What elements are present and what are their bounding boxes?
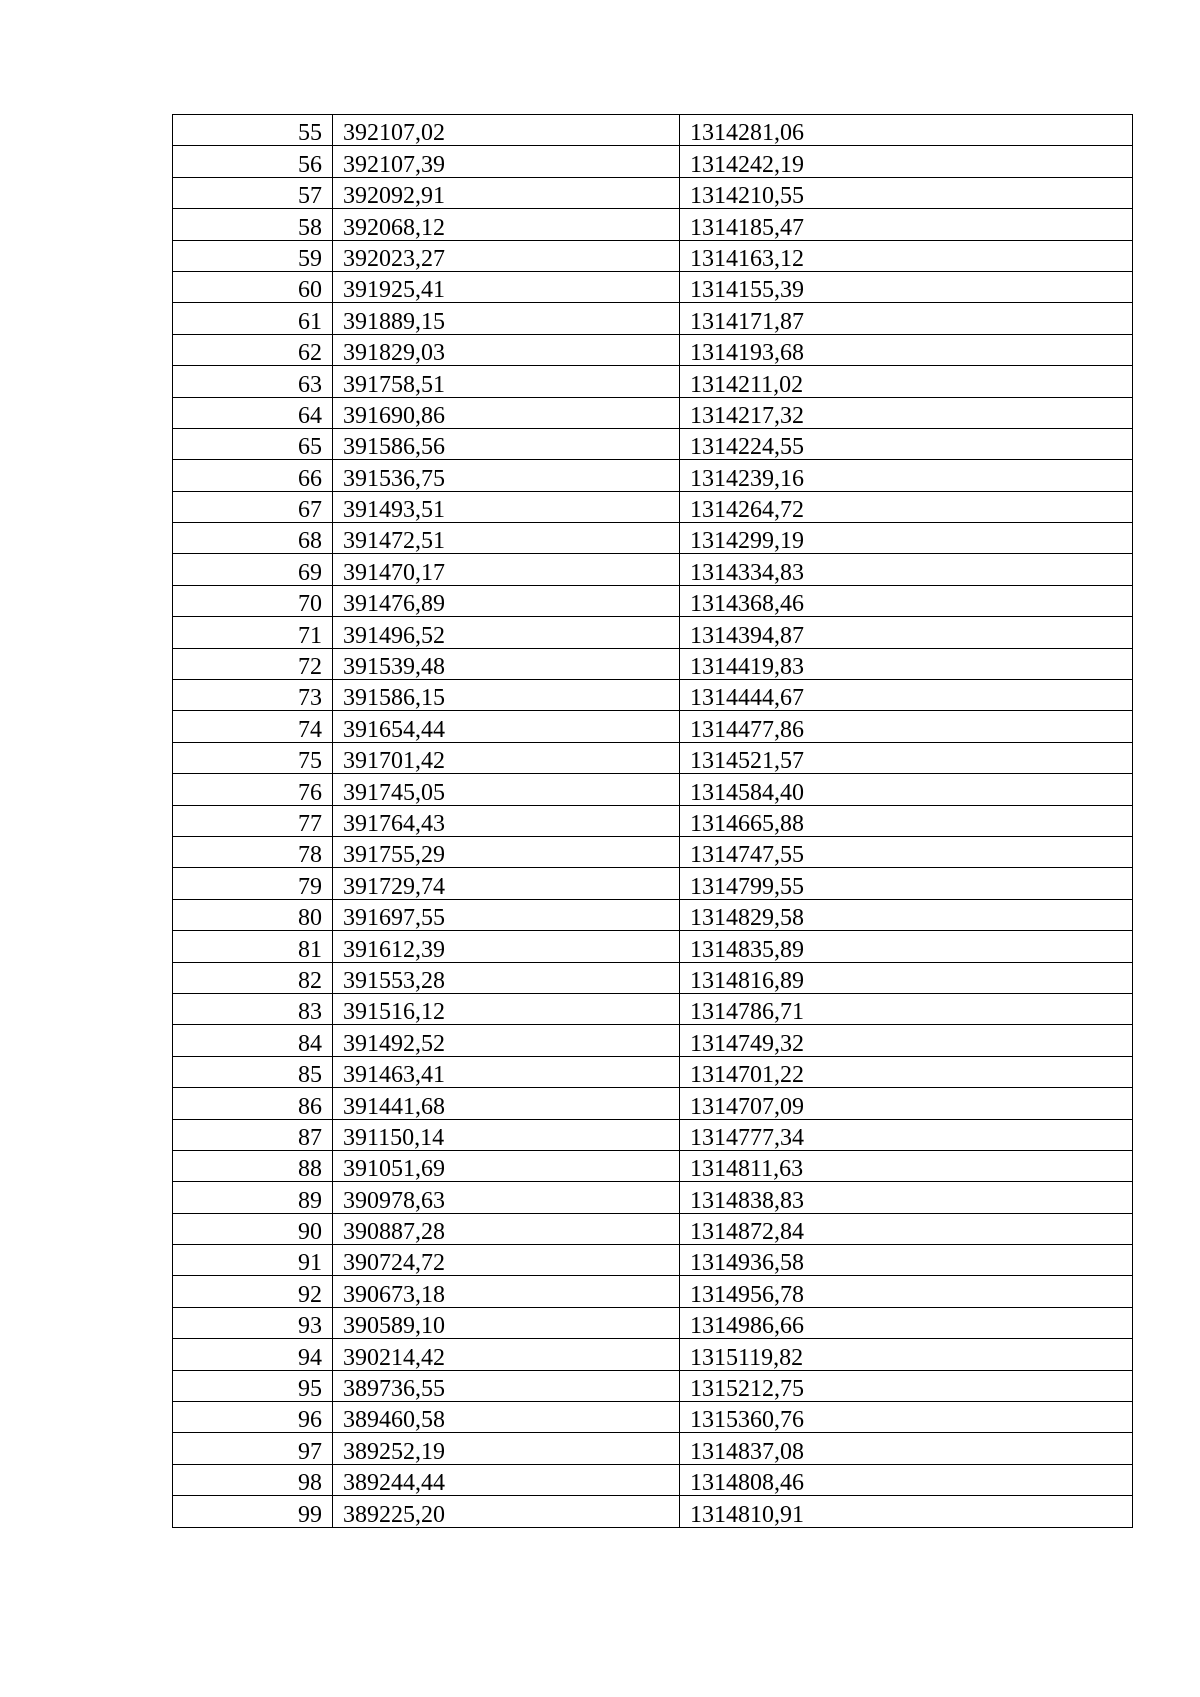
x-coordinate-cell: 391889,15 (333, 303, 680, 334)
y-coordinate-cell: 1314838,83 (680, 1182, 1133, 1213)
point-number-cell: 83 (173, 993, 333, 1024)
table-row (173, 711, 1133, 742)
y-coordinate-cell: 1314155,39 (680, 271, 1133, 302)
table-row (173, 1370, 1133, 1401)
table-row (173, 366, 1133, 397)
x-coordinate-cell: 392068,12 (333, 209, 680, 240)
point-number-cell: 86 (173, 1088, 333, 1119)
point-number-cell: 88 (173, 1150, 333, 1181)
x-coordinate-cell: 391654,44 (333, 711, 680, 742)
y-coordinate-cell: 1314701,22 (680, 1056, 1133, 1087)
point-number-cell: 81 (173, 931, 333, 962)
table-row (173, 491, 1133, 522)
point-number-cell: 65 (173, 428, 333, 459)
y-coordinate-cell: 1314239,16 (680, 460, 1133, 491)
x-coordinate-cell: 391493,51 (333, 491, 680, 522)
x-coordinate-cell: 391472,51 (333, 523, 680, 554)
y-coordinate-cell: 1314936,58 (680, 1245, 1133, 1276)
point-number-cell: 85 (173, 1056, 333, 1087)
point-number-cell: 56 (173, 146, 333, 177)
table-row (173, 868, 1133, 899)
point-number-cell: 94 (173, 1339, 333, 1370)
y-coordinate-cell: 1314211,02 (680, 366, 1133, 397)
table-row (173, 240, 1133, 271)
point-number-cell: 58 (173, 209, 333, 240)
table-row (173, 1339, 1133, 1370)
point-number-cell: 55 (173, 115, 333, 146)
y-coordinate-cell: 1314477,86 (680, 711, 1133, 742)
table-row (173, 1433, 1133, 1464)
y-coordinate-cell: 1314299,19 (680, 523, 1133, 554)
x-coordinate-cell: 391492,52 (333, 1025, 680, 1056)
point-number-cell: 59 (173, 240, 333, 271)
point-number-cell: 69 (173, 554, 333, 585)
x-coordinate-cell: 389736,55 (333, 1370, 680, 1401)
point-number-cell: 82 (173, 962, 333, 993)
table-row (173, 993, 1133, 1024)
y-coordinate-cell: 1314584,40 (680, 774, 1133, 805)
y-coordinate-cell: 1314242,19 (680, 146, 1133, 177)
y-coordinate-cell: 1314224,55 (680, 428, 1133, 459)
y-coordinate-cell: 1314444,67 (680, 680, 1133, 711)
y-coordinate-cell: 1314811,63 (680, 1150, 1133, 1181)
x-coordinate-cell: 391586,15 (333, 680, 680, 711)
x-coordinate-cell: 391758,51 (333, 366, 680, 397)
point-number-cell: 89 (173, 1182, 333, 1213)
y-coordinate-cell: 1315360,76 (680, 1402, 1133, 1433)
x-coordinate-cell: 391586,56 (333, 428, 680, 459)
x-coordinate-cell: 391729,74 (333, 868, 680, 899)
table-row (173, 1402, 1133, 1433)
point-number-cell: 79 (173, 868, 333, 899)
table-row (173, 931, 1133, 962)
point-number-cell: 98 (173, 1464, 333, 1495)
table-row (173, 648, 1133, 679)
table-row (173, 334, 1133, 365)
x-coordinate-cell: 391701,42 (333, 742, 680, 773)
x-coordinate-cell: 390978,63 (333, 1182, 680, 1213)
table-row (173, 271, 1133, 302)
point-number-cell: 64 (173, 397, 333, 428)
x-coordinate-cell: 391051,69 (333, 1150, 680, 1181)
y-coordinate-cell: 1314777,34 (680, 1119, 1133, 1150)
x-coordinate-cell: 391536,75 (333, 460, 680, 491)
x-coordinate-cell: 391829,03 (333, 334, 680, 365)
table-row (173, 1056, 1133, 1087)
table-row (173, 177, 1133, 208)
table-row (173, 554, 1133, 585)
table-row (173, 962, 1133, 993)
coordinates-table (172, 114, 1133, 1528)
y-coordinate-cell: 1314835,89 (680, 931, 1133, 962)
table-row (173, 1025, 1133, 1056)
table-row (173, 805, 1133, 836)
y-coordinate-cell: 1314368,46 (680, 585, 1133, 616)
table-row (173, 115, 1133, 146)
point-number-cell: 73 (173, 680, 333, 711)
y-coordinate-cell: 1314872,84 (680, 1213, 1133, 1244)
y-coordinate-cell: 1315212,75 (680, 1370, 1133, 1401)
x-coordinate-cell: 391612,39 (333, 931, 680, 962)
point-number-cell: 61 (173, 303, 333, 334)
table-row (173, 774, 1133, 805)
coordinates-table-body (173, 115, 1133, 1528)
point-number-cell: 78 (173, 836, 333, 867)
table-row (173, 1496, 1133, 1527)
y-coordinate-cell: 1315119,82 (680, 1339, 1133, 1370)
x-coordinate-cell: 391539,48 (333, 648, 680, 679)
y-coordinate-cell: 1314799,55 (680, 868, 1133, 899)
x-coordinate-cell: 391755,29 (333, 836, 680, 867)
point-number-cell: 99 (173, 1496, 333, 1527)
x-coordinate-cell: 391764,43 (333, 805, 680, 836)
table-row (173, 742, 1133, 773)
x-coordinate-cell: 391150,14 (333, 1119, 680, 1150)
point-number-cell: 74 (173, 711, 333, 742)
y-coordinate-cell: 1314837,08 (680, 1433, 1133, 1464)
point-number-cell: 70 (173, 585, 333, 616)
y-coordinate-cell: 1314217,32 (680, 397, 1133, 428)
x-coordinate-cell: 391697,55 (333, 899, 680, 930)
table-row (173, 397, 1133, 428)
point-number-cell: 76 (173, 774, 333, 805)
table-row (173, 1088, 1133, 1119)
y-coordinate-cell: 1314956,78 (680, 1276, 1133, 1307)
y-coordinate-cell: 1314808,46 (680, 1464, 1133, 1495)
point-number-cell: 91 (173, 1245, 333, 1276)
point-number-cell: 77 (173, 805, 333, 836)
y-coordinate-cell: 1314419,83 (680, 648, 1133, 679)
x-coordinate-cell: 390887,28 (333, 1213, 680, 1244)
point-number-cell: 87 (173, 1119, 333, 1150)
table-row (173, 899, 1133, 930)
x-coordinate-cell: 391745,05 (333, 774, 680, 805)
y-coordinate-cell: 1314264,72 (680, 491, 1133, 522)
point-number-cell: 96 (173, 1402, 333, 1433)
table-row (173, 460, 1133, 491)
point-number-cell: 67 (173, 491, 333, 522)
y-coordinate-cell: 1314747,55 (680, 836, 1133, 867)
point-number-cell: 90 (173, 1213, 333, 1244)
table-row (173, 1150, 1133, 1181)
table-row (173, 523, 1133, 554)
table-row (173, 146, 1133, 177)
y-coordinate-cell: 1314749,32 (680, 1025, 1133, 1056)
x-coordinate-cell: 389244,44 (333, 1464, 680, 1495)
y-coordinate-cell: 1314829,58 (680, 899, 1133, 930)
y-coordinate-cell: 1314163,12 (680, 240, 1133, 271)
table-row (173, 1276, 1133, 1307)
x-coordinate-cell: 390214,42 (333, 1339, 680, 1370)
table-row (173, 1182, 1133, 1213)
x-coordinate-cell: 391690,86 (333, 397, 680, 428)
point-number-cell: 75 (173, 742, 333, 773)
point-number-cell: 57 (173, 177, 333, 208)
point-number-cell: 95 (173, 1370, 333, 1401)
x-coordinate-cell: 392107,39 (333, 146, 680, 177)
y-coordinate-cell: 1314193,68 (680, 334, 1133, 365)
x-coordinate-cell: 389252,19 (333, 1433, 680, 1464)
y-coordinate-cell: 1314521,57 (680, 742, 1133, 773)
x-coordinate-cell: 389225,20 (333, 1496, 680, 1527)
x-coordinate-cell: 391476,89 (333, 585, 680, 616)
x-coordinate-cell: 391496,52 (333, 617, 680, 648)
point-number-cell: 80 (173, 899, 333, 930)
table-row (173, 585, 1133, 616)
point-number-cell: 60 (173, 271, 333, 302)
point-number-cell: 68 (173, 523, 333, 554)
point-number-cell: 66 (173, 460, 333, 491)
x-coordinate-cell: 390673,18 (333, 1276, 680, 1307)
x-coordinate-cell: 391516,12 (333, 993, 680, 1024)
y-coordinate-cell: 1314786,71 (680, 993, 1133, 1024)
point-number-cell: 62 (173, 334, 333, 365)
y-coordinate-cell: 1314171,87 (680, 303, 1133, 334)
table-row (173, 1119, 1133, 1150)
table-row (173, 836, 1133, 867)
point-number-cell: 93 (173, 1307, 333, 1338)
x-coordinate-cell: 391441,68 (333, 1088, 680, 1119)
y-coordinate-cell: 1314810,91 (680, 1496, 1133, 1527)
table-row (173, 428, 1133, 459)
point-number-cell: 97 (173, 1433, 333, 1464)
y-coordinate-cell: 1314210,55 (680, 177, 1133, 208)
x-coordinate-cell: 392107,02 (333, 115, 680, 146)
y-coordinate-cell: 1314334,83 (680, 554, 1133, 585)
x-coordinate-cell: 391553,28 (333, 962, 680, 993)
point-number-cell: 84 (173, 1025, 333, 1056)
y-coordinate-cell: 1314394,87 (680, 617, 1133, 648)
x-coordinate-cell: 392023,27 (333, 240, 680, 271)
x-coordinate-cell: 391925,41 (333, 271, 680, 302)
x-coordinate-cell: 391463,41 (333, 1056, 680, 1087)
table-row (173, 617, 1133, 648)
table-row (173, 1307, 1133, 1338)
y-coordinate-cell: 1314816,89 (680, 962, 1133, 993)
y-coordinate-cell: 1314281,06 (680, 115, 1133, 146)
x-coordinate-cell: 390724,72 (333, 1245, 680, 1276)
point-number-cell: 63 (173, 366, 333, 397)
x-coordinate-cell: 389460,58 (333, 1402, 680, 1433)
y-coordinate-cell: 1314707,09 (680, 1088, 1133, 1119)
point-number-cell: 71 (173, 617, 333, 648)
table-row (173, 209, 1133, 240)
table-row (173, 1464, 1133, 1495)
y-coordinate-cell: 1314665,88 (680, 805, 1133, 836)
table-row (173, 303, 1133, 334)
y-coordinate-cell: 1314185,47 (680, 209, 1133, 240)
table-row (173, 1245, 1133, 1276)
x-coordinate-cell: 391470,17 (333, 554, 680, 585)
point-number-cell: 92 (173, 1276, 333, 1307)
x-coordinate-cell: 392092,91 (333, 177, 680, 208)
x-coordinate-cell: 390589,10 (333, 1307, 680, 1338)
table-row (173, 680, 1133, 711)
y-coordinate-cell: 1314986,66 (680, 1307, 1133, 1338)
point-number-cell: 72 (173, 648, 333, 679)
table-row (173, 1213, 1133, 1244)
